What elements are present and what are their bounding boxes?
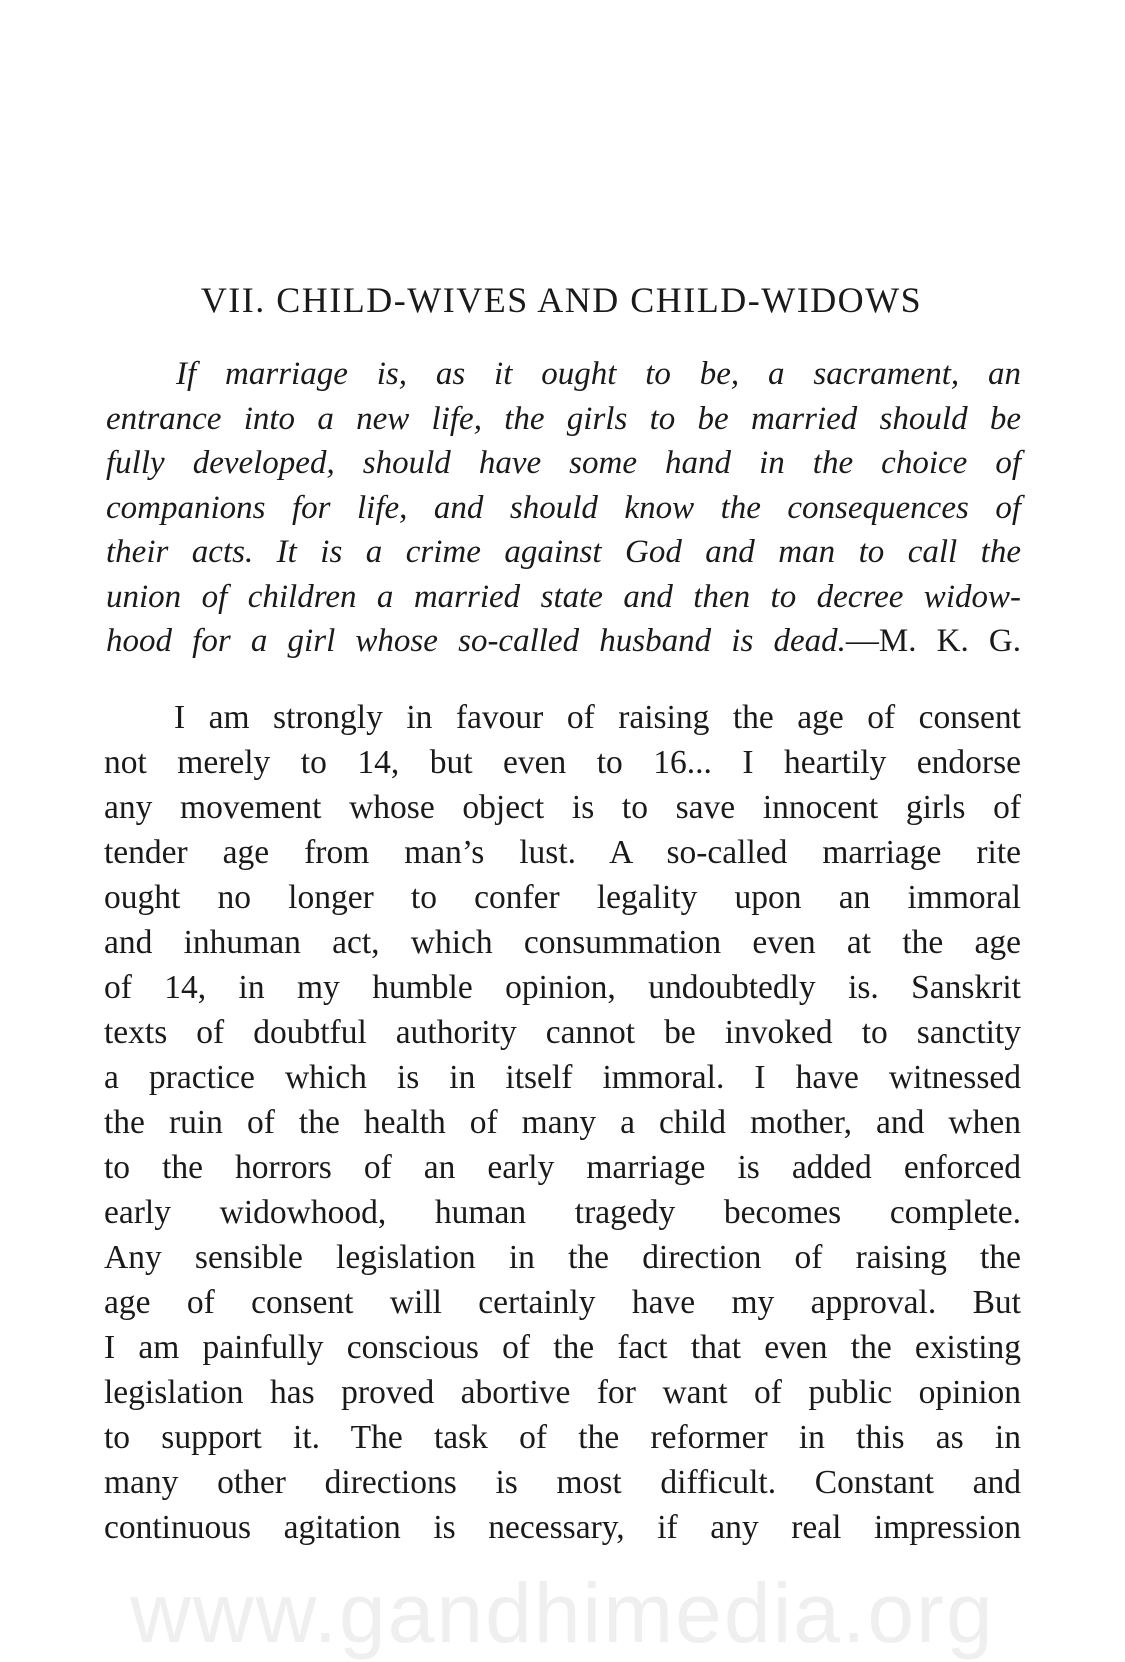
body-line: age of consent will certainly have my approval. But xyxy=(104,1284,1021,1321)
watermark: www.gandhimedia.org xyxy=(130,1566,995,1660)
body-line: not merely to 14, but even to 16... I heartily endorse xyxy=(104,744,1021,781)
body-line: I am strongly in favour of raising the age of consent xyxy=(174,699,1021,736)
body-line: legislation has proved abortive for want of public opinion xyxy=(104,1374,1021,1411)
body-line: ought no longer to confer legality upon an immoral xyxy=(104,879,1021,916)
epigraph xyxy=(106,352,1021,664)
body-line: I am painfully conscious of the fact that even the existing xyxy=(104,1329,1021,1366)
body-line: to the horrors of an early marriage is added enforced xyxy=(104,1149,1021,1186)
body-line: any movement whose object is to save innocent girls of xyxy=(104,789,1021,826)
body-line: texts of doubtful authority cannot be invoked to sanctity xyxy=(104,1014,1021,1051)
epigraph-signature: —M. K. G. xyxy=(845,623,1021,659)
body-line: early widowhood, human tragedy becomes complete. xyxy=(104,1194,1021,1231)
body-line: of 14, in my humble opinion, undoubtedly is. Sanskrit xyxy=(104,969,1021,1006)
body-line: and inhuman act, which consummation even at the age xyxy=(104,924,1021,961)
body-line: the ruin of the health of many a child mother, and when xyxy=(104,1104,1021,1141)
epigraph-line: union of children a married state and then to decree widow- xyxy=(106,578,1021,615)
epigraph-last-line xyxy=(106,619,1021,664)
body-line: many other directions is most difficult. Constant and xyxy=(104,1464,1021,1501)
body-line: Any sensible legislation in the direction of raising the xyxy=(104,1239,1021,1276)
epigraph-line: entrance into a new life, the girls to be married should be xyxy=(106,400,1021,437)
body-line: to support it. The task of the reformer in this as in xyxy=(104,1419,1021,1456)
body-line: tender age from man’s lust. A so-called marriage rite xyxy=(104,834,1021,871)
body-line: a practice which is in itself immoral. I have witnessed xyxy=(104,1059,1021,1096)
epigraph-line: fully developed, should have some hand in the choice of xyxy=(106,445,1021,481)
epigraph-line: companions for life, and should know the consequences of xyxy=(106,489,1021,526)
epigraph-line: their acts. It is a crime against God and man to call the xyxy=(106,534,1021,570)
epigraph-line: If marriage is, as it ought to be, a sacrament, an xyxy=(176,356,1021,392)
body-paragraph xyxy=(104,695,1021,1550)
body-line: continuous agitation is necessary, if any real impression xyxy=(104,1509,1021,1546)
chapter-title: VII. CHILD-WIVES AND CHILD-WIDOWS xyxy=(200,280,923,320)
epigraph-line: hood for a girl whose so-called husband is dead. xyxy=(106,623,846,659)
